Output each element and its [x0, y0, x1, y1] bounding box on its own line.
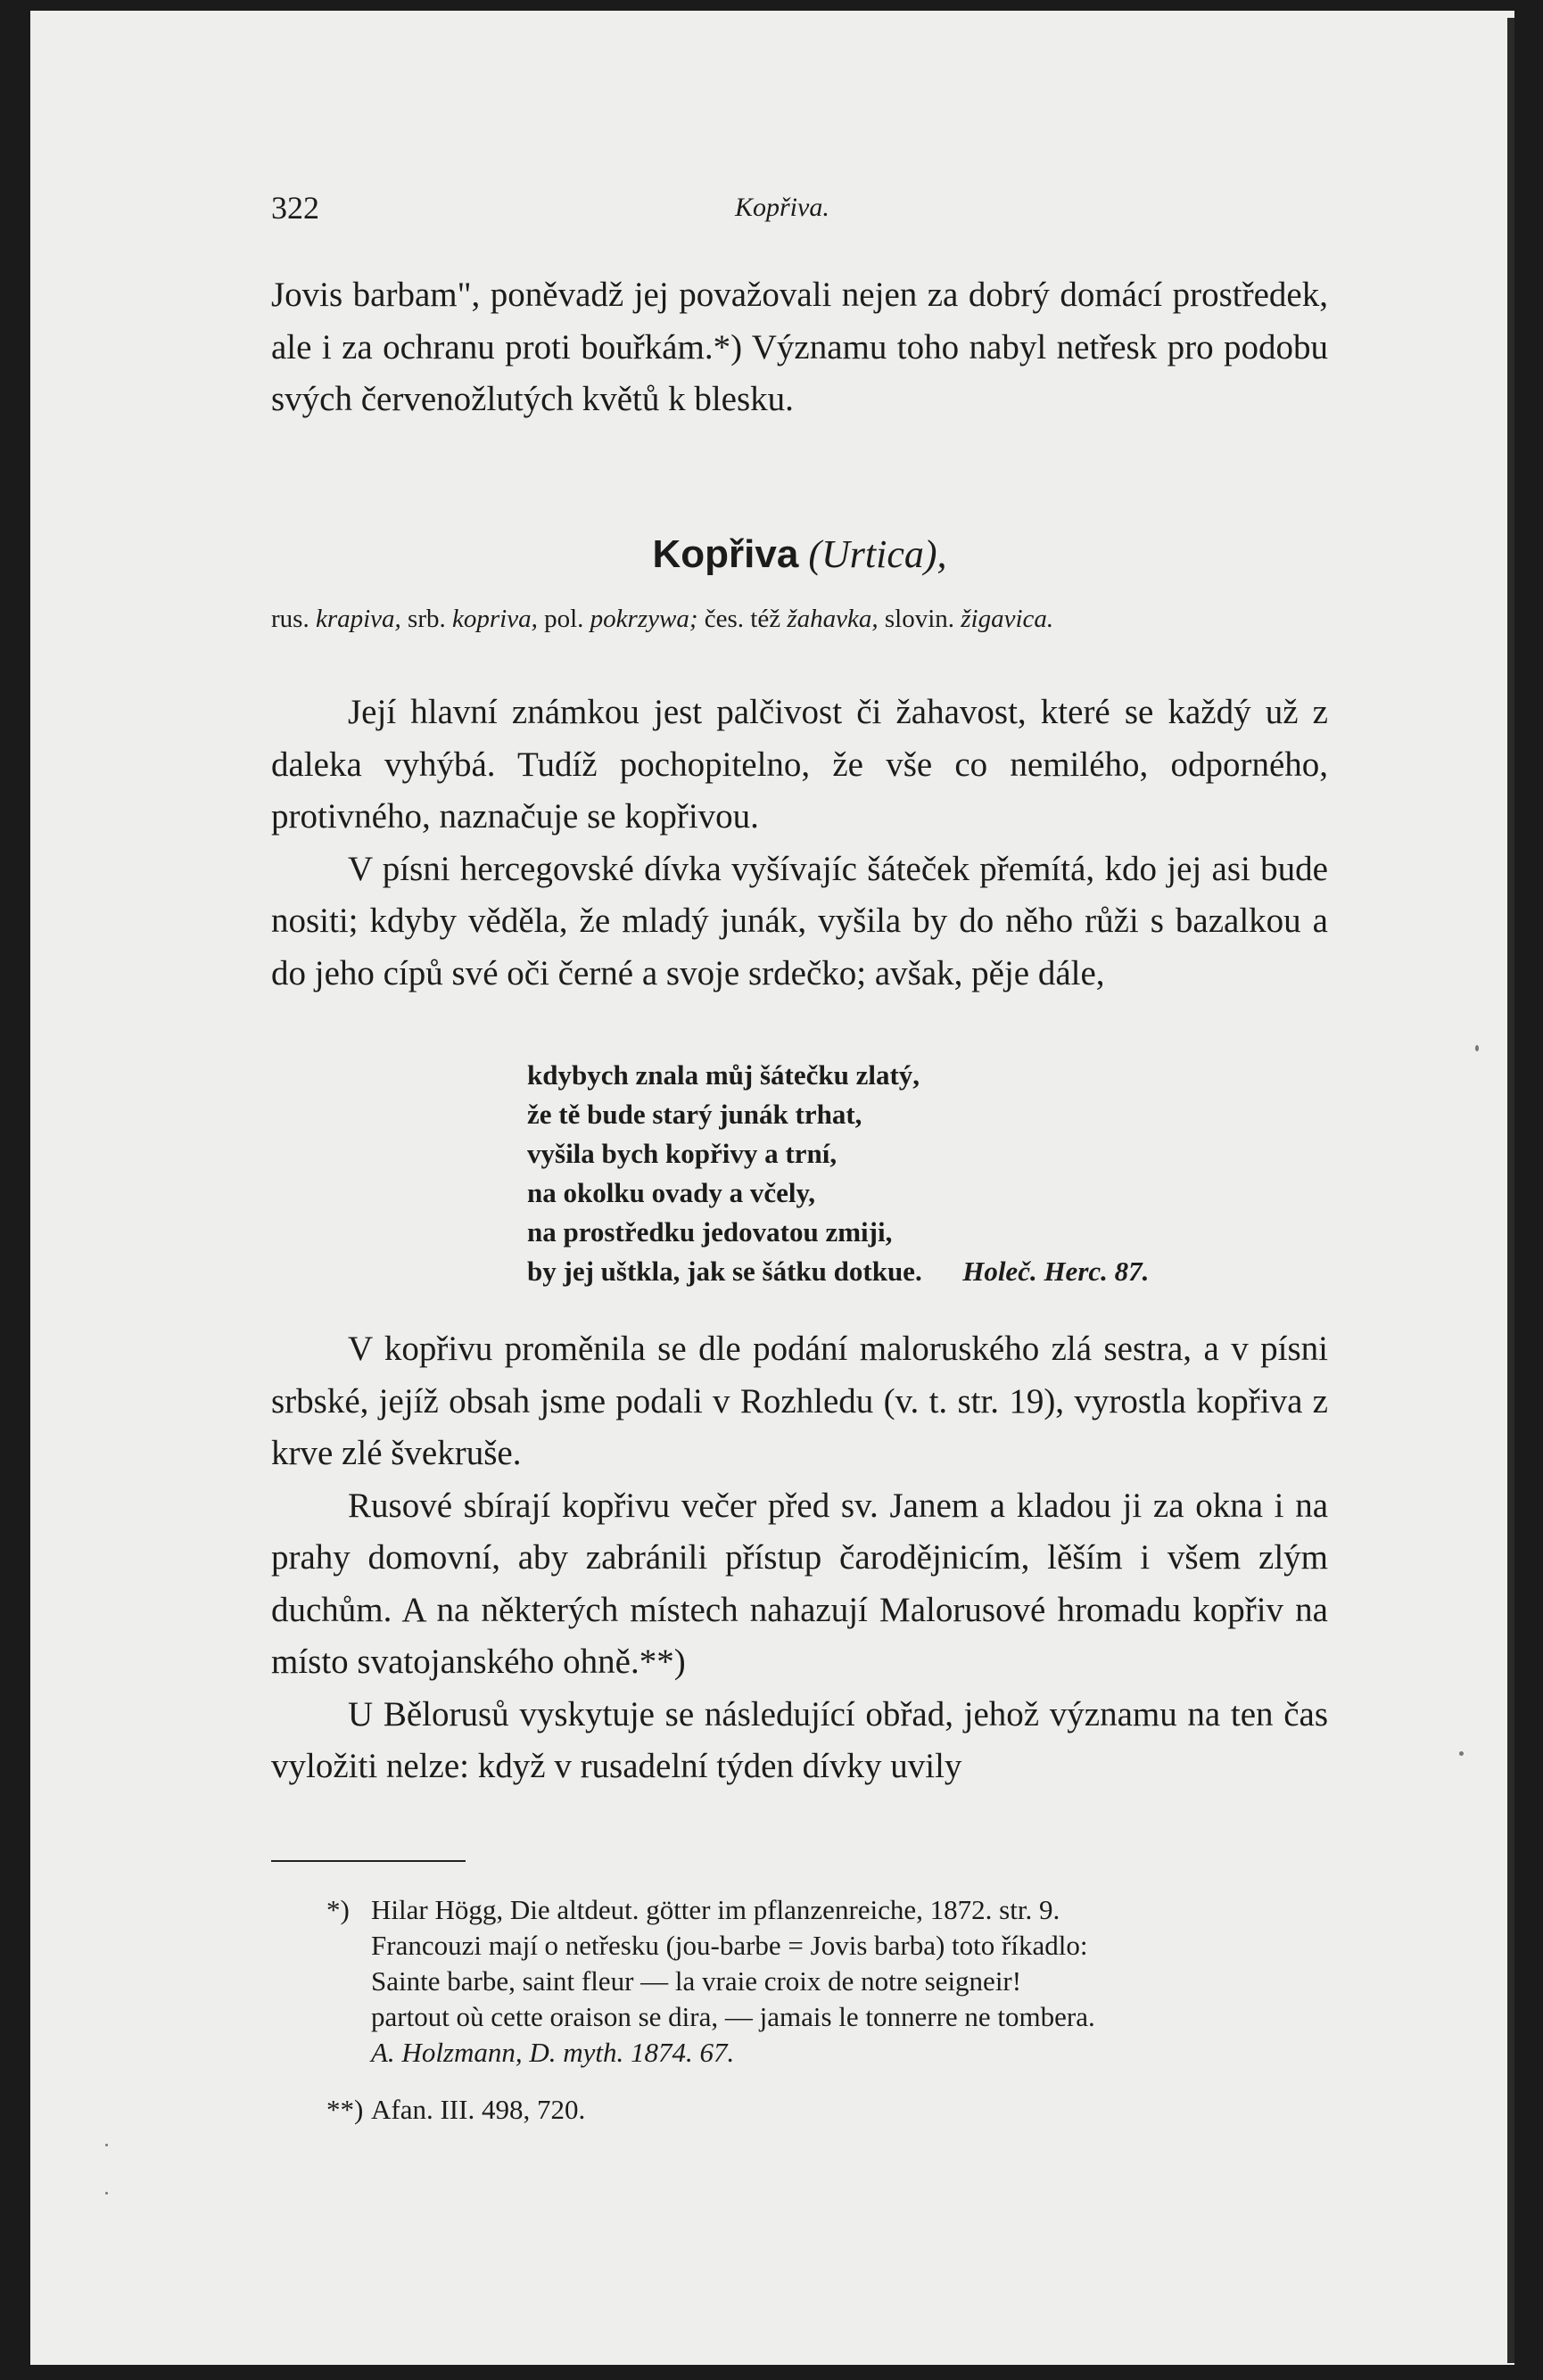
synonym-word: pokrzywa; — [590, 605, 698, 633]
footnote-line: partout où cette oraison se dira, — jamais le tonnerre ne tombera. — [371, 2001, 1095, 2032]
poem-block — [527, 1056, 1149, 1291]
section-heading — [271, 531, 1328, 577]
page-number: 322 — [271, 190, 319, 226]
body-paragraph: Rusové sbírají kopřivu večer před sv. Janem a kladou ji za okna i na prahy domovní, aby zabránili přístup čarodějnicím, lěším i všem zlým duchům. A na některých místech nahazují Malorusové hromadu kopřiv na místo svatojanského ohně.**) — [271, 1486, 1328, 1681]
section-latin-name: (Urtica), — [808, 532, 947, 576]
footnote-line — [326, 1892, 1328, 1928]
synonym-lang: slovin. — [884, 605, 955, 633]
synonym-word: kopriva, — [452, 605, 538, 633]
binding-edge — [1507, 18, 1514, 2363]
synonym-lang: srb. — [408, 605, 446, 633]
intro-paragraph: Jovis barbam", poněvadž jej považovali nejen za dobrý domácí prostředek, ale i za ochranu proti bouřkám.*) Významu toho nabyl netřesk pro podobu svých červenožlutých květů k blesku. — [271, 276, 1328, 418]
synonym-lang: pol. — [544, 605, 584, 633]
synonym-word: žahavka, — [787, 605, 879, 633]
poem-citation: Holeč. Herc. 87. — [962, 1256, 1150, 1287]
body-paragraph: U Bělorusů vyskytuje se následující obřad, jehož významu na ten čas vyložiti nelze: když v rusadelní týden dívky uvily — [271, 1694, 1328, 1785]
poem-line: kdybych znala můj šátečku zlatý, — [527, 1059, 920, 1091]
synonym-lang: rus. — [271, 605, 309, 633]
footnote-line: Francouzi mají o netřesku (jou-barbe = Jovis barba) toto říkadlo: — [371, 1930, 1088, 1961]
synonym-word: žigavica. — [961, 605, 1054, 633]
body-paragraph: Její hlavní známkou jest palčivost či žahavost, které se každý už z daleka vyhýbá. Tudíž pochopitelno, že vše co nemilého, odporného, protivného, naznačuje se kopřivou. — [271, 693, 1328, 836]
synonym-word: krapiva, — [315, 605, 401, 633]
poem-line: vyšila bych kopřivy a trní, — [527, 1138, 838, 1169]
footnote-line — [326, 2092, 1328, 2128]
footnote-citation: A. Holzmann, D. myth. 1874. 67. — [371, 2037, 735, 2068]
footnote-rule — [271, 1860, 466, 1862]
footnote-first — [326, 1892, 1328, 2071]
page-header — [271, 189, 1324, 225]
book-page — [30, 11, 1514, 2365]
intro-text — [271, 269, 1328, 426]
footnote-line: Sainte barbe, saint fleur — la vraie croix de notre seigneir! — [371, 1965, 1022, 1997]
body-top — [271, 687, 1328, 1000]
footnote-text: Afan. III. 498, 720. — [371, 2094, 586, 2125]
footnote-mark: **) — [326, 2094, 364, 2125]
footnote-mark: *) — [326, 1894, 350, 1925]
footnote-second — [326, 2092, 1328, 2128]
poem-line: na prostředku jedovatou zmiji, — [527, 1216, 893, 1248]
poem-line: na okolku ovady a včely, — [527, 1177, 815, 1208]
synonym-lang: čes. též — [704, 605, 781, 633]
section-name: Kopřiva — [652, 532, 799, 576]
poem-last-line: by jej uštkla, jak se šátku dotkue. — [527, 1256, 922, 1287]
body-paragraph: V kopřivu proměnila se dle podání maloruského zlá sestra, a v písni srbské, jejíž obsah jsme podali v Rozhledu (v. t. str. 19), vyrostla kopřiva z krve zlé švekruše. — [271, 1330, 1328, 1472]
synonyms-line — [271, 605, 1328, 634]
footnote-text: Hilar Högg, Die altdeut. götter im pflanzenreiche, 1872. str. 9. — [371, 1894, 1060, 1925]
running-title: Kopřiva. — [735, 193, 829, 222]
poem-line — [527, 1252, 1149, 1291]
body-bottom — [271, 1323, 1328, 1793]
poem-line: že tě bude starý junák trhat, — [527, 1099, 862, 1130]
body-paragraph: V písni hercegovské dívka vyšívajíc šáteček přemítá, kdo jej asi bude nositi; kdyby věděla, že mladý junák, vyšila by do něho růži s bazalkou a do jeho cípů své oči černé a svoje srdečko; avšak, pěje dále, — [271, 849, 1328, 992]
